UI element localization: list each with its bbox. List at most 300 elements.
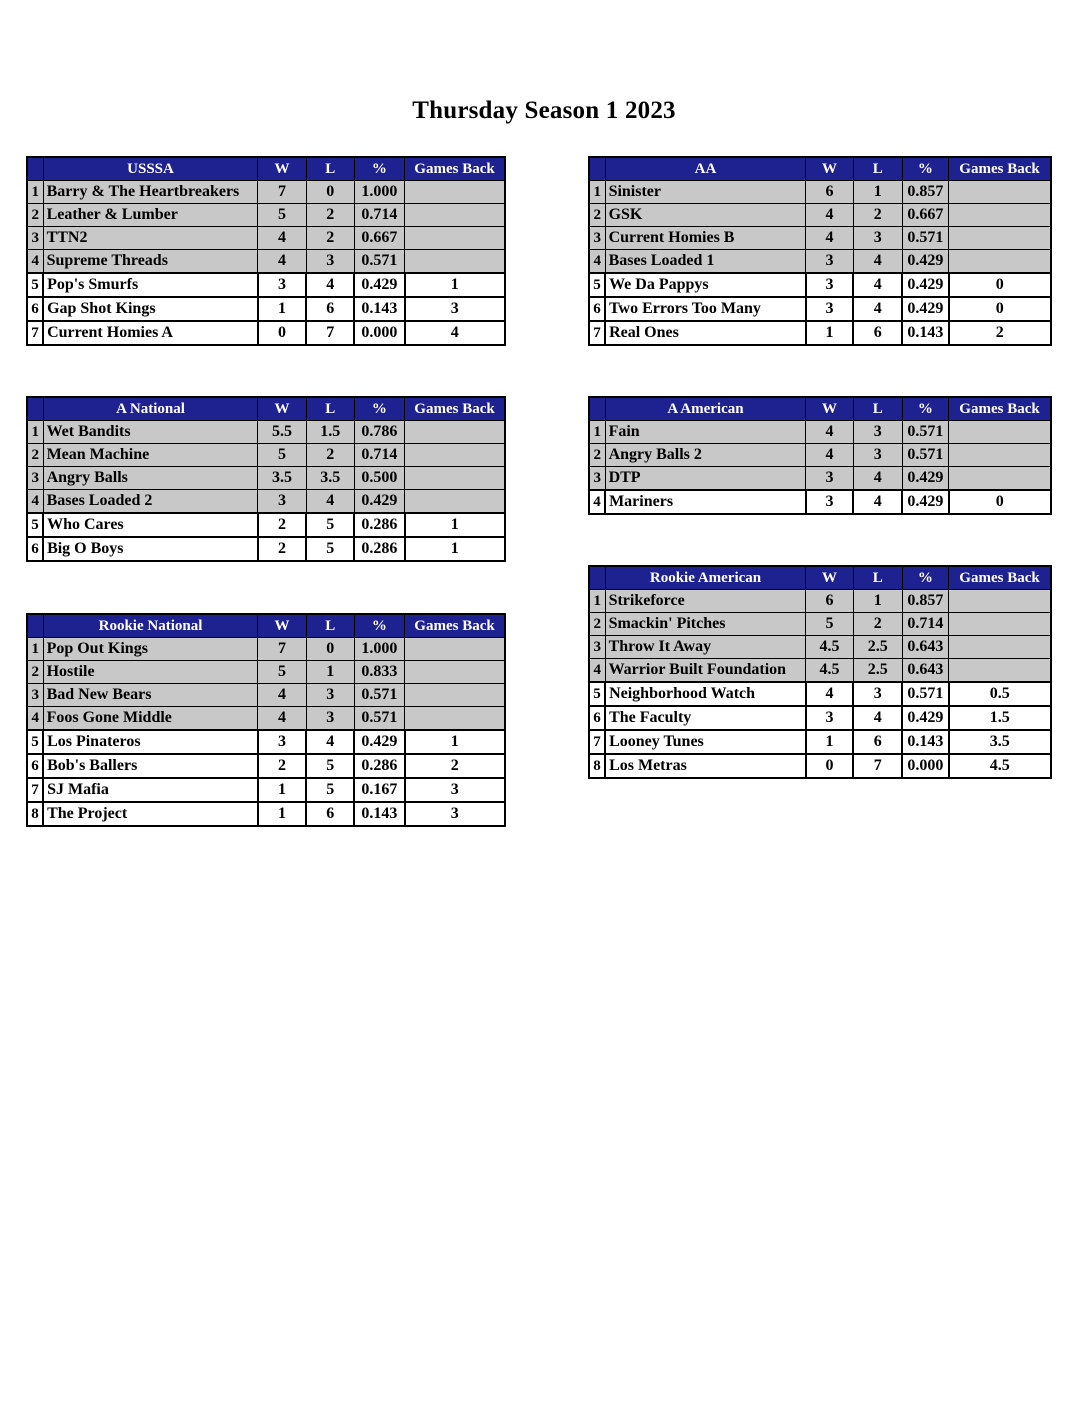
pct-column-header: % xyxy=(354,614,404,638)
pct-cell: 0.429 xyxy=(902,490,948,514)
team-row xyxy=(27,778,505,802)
losses-cell: 1.5 xyxy=(306,421,354,444)
header-row xyxy=(27,614,505,638)
games-back-cell xyxy=(405,684,505,707)
league-name-header: USSSA xyxy=(43,157,258,181)
wins-cell: 1 xyxy=(258,778,306,802)
losses-cell: 0 xyxy=(306,181,354,204)
team-row xyxy=(27,707,505,731)
pct-cell: 0.286 xyxy=(354,754,404,778)
rank-cell: 1 xyxy=(27,421,43,444)
wins-cell: 0 xyxy=(258,321,306,345)
wins-cell: 7 xyxy=(258,638,306,661)
team-row xyxy=(589,273,1051,297)
losses-cell: 5 xyxy=(306,537,354,561)
losses-cell: 0 xyxy=(306,638,354,661)
games-back-cell: 3 xyxy=(405,778,505,802)
games-back-cell xyxy=(405,421,505,444)
team-row xyxy=(589,181,1051,204)
wins-cell: 2 xyxy=(258,754,306,778)
league-name-header: Rookie American xyxy=(605,566,806,590)
losses-cell: 2 xyxy=(853,613,902,636)
team-name-cell: TTN2 xyxy=(43,227,258,250)
team-name-cell: Leather & Lumber xyxy=(43,204,258,227)
team-row xyxy=(27,321,505,345)
wins-column-header: W xyxy=(258,157,306,181)
team-name-cell: Warrior Built Foundation xyxy=(605,659,806,683)
games-back-cell: 3 xyxy=(405,802,505,826)
pct-cell: 0.667 xyxy=(354,227,404,250)
games-back-cell xyxy=(949,613,1051,636)
standings-table-a-american xyxy=(588,396,1052,515)
rank-cell: 6 xyxy=(27,754,43,778)
wins-column-header: W xyxy=(806,566,853,590)
wins-cell: 2 xyxy=(258,513,306,537)
wins-column-header: W xyxy=(258,614,306,638)
team-row xyxy=(27,754,505,778)
games-back-column-header: Games Back xyxy=(949,157,1051,181)
rank-cell: 6 xyxy=(589,297,605,321)
games-back-cell: 1 xyxy=(405,273,505,297)
losses-cell: 4 xyxy=(853,297,902,321)
games-back-cell xyxy=(949,250,1051,274)
pct-column-header: % xyxy=(902,566,948,590)
team-name-cell: Strikeforce xyxy=(605,590,806,613)
standings-table-rookie-national xyxy=(26,613,506,827)
team-name-cell: Los Metras xyxy=(605,754,806,778)
header-row xyxy=(589,566,1051,590)
pct-cell: 0.571 xyxy=(354,250,404,274)
team-row xyxy=(27,227,505,250)
league-name-header: A National xyxy=(43,397,258,421)
wins-cell: 4 xyxy=(806,204,853,227)
wins-cell: 4 xyxy=(258,707,306,731)
wins-cell: 1 xyxy=(258,802,306,826)
rank-cell: 5 xyxy=(589,682,605,706)
wins-cell: 6 xyxy=(806,590,853,613)
games-back-column-header: Games Back xyxy=(405,157,505,181)
rank-cell: 7 xyxy=(589,321,605,345)
team-row xyxy=(27,250,505,274)
team-name-cell: Angry Balls 2 xyxy=(605,444,806,467)
games-back-cell: 1 xyxy=(405,513,505,537)
team-name-cell: Looney Tunes xyxy=(605,730,806,754)
pct-cell: 0.429 xyxy=(902,706,948,730)
team-row xyxy=(589,636,1051,659)
rank-column-header xyxy=(589,397,605,421)
pct-cell: 0.714 xyxy=(354,444,404,467)
league-name-header: Rookie National xyxy=(43,614,258,638)
losses-column-header: L xyxy=(853,157,902,181)
team-row xyxy=(589,297,1051,321)
pct-cell: 0.429 xyxy=(354,490,404,514)
wins-cell: 3 xyxy=(258,490,306,514)
games-back-cell xyxy=(405,490,505,514)
team-name-cell: GSK xyxy=(605,204,806,227)
wins-cell: 5.5 xyxy=(258,421,306,444)
team-row xyxy=(27,490,505,514)
team-name-cell: The Project xyxy=(43,802,258,826)
losses-column-header: L xyxy=(306,397,354,421)
wins-cell: 7 xyxy=(258,181,306,204)
losses-cell: 5 xyxy=(306,778,354,802)
pct-cell: 0.571 xyxy=(354,684,404,707)
losses-cell: 3 xyxy=(306,250,354,274)
rank-cell: 5 xyxy=(27,513,43,537)
pct-column-header: % xyxy=(902,397,948,421)
games-back-cell: 1 xyxy=(405,730,505,754)
games-back-cell xyxy=(949,421,1051,444)
team-row xyxy=(589,467,1051,491)
header-row xyxy=(589,157,1051,181)
games-back-column-header: Games Back xyxy=(405,397,505,421)
wins-cell: 5 xyxy=(806,613,853,636)
rank-cell: 4 xyxy=(27,707,43,731)
losses-cell: 4 xyxy=(853,490,902,514)
rank-cell: 7 xyxy=(27,321,43,345)
team-name-cell: Supreme Threads xyxy=(43,250,258,274)
pct-cell: 0.571 xyxy=(902,682,948,706)
team-name-cell: Current Homies B xyxy=(605,227,806,250)
pct-cell: 0.833 xyxy=(354,661,404,684)
games-back-cell: 0.5 xyxy=(949,682,1051,706)
rank-cell: 3 xyxy=(27,467,43,490)
games-back-cell: 0 xyxy=(949,273,1051,297)
rank-cell: 4 xyxy=(27,250,43,274)
games-back-column-header: Games Back xyxy=(405,614,505,638)
team-row xyxy=(27,537,505,561)
losses-cell: 4 xyxy=(853,250,902,274)
rank-cell: 8 xyxy=(27,802,43,826)
pct-column-header: % xyxy=(354,157,404,181)
team-row xyxy=(589,754,1051,778)
losses-column-header: L xyxy=(853,566,902,590)
rank-cell: 2 xyxy=(589,444,605,467)
losses-cell: 6 xyxy=(306,297,354,321)
team-name-cell: We Da Pappys xyxy=(605,273,806,297)
pct-cell: 1.000 xyxy=(354,181,404,204)
pct-cell: 0.571 xyxy=(902,444,948,467)
header-row xyxy=(27,157,505,181)
games-back-cell xyxy=(405,707,505,731)
team-name-cell: Bob's Ballers xyxy=(43,754,258,778)
team-row xyxy=(27,802,505,826)
losses-cell: 7 xyxy=(306,321,354,345)
losses-cell: 3 xyxy=(853,421,902,444)
team-row xyxy=(27,467,505,490)
games-back-cell: 1.5 xyxy=(949,706,1051,730)
rank-cell: 3 xyxy=(589,636,605,659)
wins-cell: 1 xyxy=(806,321,853,345)
team-name-cell: Bad New Bears xyxy=(43,684,258,707)
games-back-cell: 3 xyxy=(405,297,505,321)
games-back-cell xyxy=(949,227,1051,250)
pct-cell: 0.786 xyxy=(354,421,404,444)
wins-cell: 4 xyxy=(258,684,306,707)
team-name-cell: Big O Boys xyxy=(43,537,258,561)
losses-cell: 6 xyxy=(306,802,354,826)
team-row xyxy=(589,444,1051,467)
team-row xyxy=(589,490,1051,514)
rank-cell: 4 xyxy=(589,659,605,683)
team-row xyxy=(589,659,1051,683)
wins-cell: 4.5 xyxy=(806,636,853,659)
rank-cell: 4 xyxy=(589,250,605,274)
pct-column-header: % xyxy=(354,397,404,421)
losses-cell: 2.5 xyxy=(853,636,902,659)
team-name-cell: Who Cares xyxy=(43,513,258,537)
team-name-cell: Barry & The Heartbreakers xyxy=(43,181,258,204)
pct-cell: 0.643 xyxy=(902,659,948,683)
team-name-cell: The Faculty xyxy=(605,706,806,730)
team-row xyxy=(27,444,505,467)
losses-column-header: L xyxy=(306,614,354,638)
team-name-cell: Angry Balls xyxy=(43,467,258,490)
games-back-cell: 3.5 xyxy=(949,730,1051,754)
team-name-cell: Real Ones xyxy=(605,321,806,345)
wins-cell: 3.5 xyxy=(258,467,306,490)
losses-cell: 3 xyxy=(853,227,902,250)
rank-cell: 5 xyxy=(27,273,43,297)
games-back-cell: 2 xyxy=(405,754,505,778)
losses-cell: 6 xyxy=(853,730,902,754)
rank-cell: 7 xyxy=(27,778,43,802)
games-back-cell xyxy=(405,661,505,684)
team-row xyxy=(589,250,1051,274)
rank-cell: 4 xyxy=(27,490,43,514)
games-back-cell xyxy=(405,467,505,490)
wins-cell: 0 xyxy=(806,754,853,778)
pct-cell: 0.429 xyxy=(354,273,404,297)
losses-cell: 4 xyxy=(306,730,354,754)
losses-cell: 3 xyxy=(853,444,902,467)
wins-cell: 3 xyxy=(806,467,853,491)
team-row xyxy=(589,682,1051,706)
wins-cell: 3 xyxy=(806,490,853,514)
wins-cell: 4 xyxy=(258,250,306,274)
team-row xyxy=(589,590,1051,613)
league-name-header: A American xyxy=(605,397,806,421)
rank-cell: 1 xyxy=(27,638,43,661)
pct-cell: 0.429 xyxy=(902,297,948,321)
wins-cell: 1 xyxy=(806,730,853,754)
rank-cell: 6 xyxy=(589,706,605,730)
games-back-cell: 0 xyxy=(949,297,1051,321)
losses-column-header: L xyxy=(853,397,902,421)
standings-table-rookie-american xyxy=(588,565,1052,779)
losses-cell: 6 xyxy=(853,321,902,345)
standings-table-aa xyxy=(588,156,1052,346)
rank-column-header xyxy=(589,566,605,590)
wins-cell: 3 xyxy=(258,273,306,297)
pct-cell: 0.429 xyxy=(354,730,404,754)
team-name-cell: Foos Gone Middle xyxy=(43,707,258,731)
team-name-cell: Current Homies A xyxy=(43,321,258,345)
team-name-cell: Bases Loaded 2 xyxy=(43,490,258,514)
pct-cell: 0.143 xyxy=(354,297,404,321)
losses-cell: 5 xyxy=(306,513,354,537)
team-row xyxy=(589,706,1051,730)
pct-cell: 0.500 xyxy=(354,467,404,490)
team-name-cell: DTP xyxy=(605,467,806,491)
rank-cell: 3 xyxy=(589,227,605,250)
pct-cell: 0.714 xyxy=(902,613,948,636)
wins-cell: 5 xyxy=(258,661,306,684)
team-name-cell: Gap Shot Kings xyxy=(43,297,258,321)
pct-cell: 0.571 xyxy=(902,421,948,444)
wins-cell: 4 xyxy=(806,227,853,250)
pct-cell: 0.143 xyxy=(902,321,948,345)
losses-cell: 1 xyxy=(306,661,354,684)
team-name-cell: Smackin' Pitches xyxy=(605,613,806,636)
team-name-cell: SJ Mafia xyxy=(43,778,258,802)
losses-cell: 3 xyxy=(306,684,354,707)
losses-cell: 2 xyxy=(306,204,354,227)
team-row xyxy=(589,421,1051,444)
games-back-column-header: Games Back xyxy=(949,566,1051,590)
team-name-cell: Throw It Away xyxy=(605,636,806,659)
wins-cell: 4.5 xyxy=(806,659,853,683)
games-back-cell xyxy=(949,636,1051,659)
rank-cell: 4 xyxy=(589,490,605,514)
games-back-cell xyxy=(949,467,1051,491)
pct-cell: 0.143 xyxy=(354,802,404,826)
rank-cell: 2 xyxy=(27,661,43,684)
wins-cell: 3 xyxy=(806,250,853,274)
team-row xyxy=(27,204,505,227)
team-row xyxy=(589,204,1051,227)
losses-cell: 5 xyxy=(306,754,354,778)
losses-cell: 2 xyxy=(853,204,902,227)
games-back-cell xyxy=(949,181,1051,204)
team-row xyxy=(27,730,505,754)
wins-column-header: W xyxy=(258,397,306,421)
team-name-cell: Pop's Smurfs xyxy=(43,273,258,297)
team-row xyxy=(27,181,505,204)
losses-cell: 3 xyxy=(853,682,902,706)
losses-cell: 4 xyxy=(853,467,902,491)
page-title: Thursday Season 1 2023 xyxy=(412,97,676,124)
rank-cell: 1 xyxy=(589,181,605,204)
wins-cell: 4 xyxy=(806,444,853,467)
rank-cell: 3 xyxy=(589,467,605,491)
team-row xyxy=(589,321,1051,345)
games-back-cell xyxy=(405,250,505,274)
team-row xyxy=(27,273,505,297)
pct-cell: 0.857 xyxy=(902,590,948,613)
rank-cell: 3 xyxy=(27,227,43,250)
wins-cell: 5 xyxy=(258,444,306,467)
games-back-cell: 2 xyxy=(949,321,1051,345)
pct-cell: 0.429 xyxy=(902,250,948,274)
wins-cell: 3 xyxy=(806,297,853,321)
losses-column-header: L xyxy=(306,157,354,181)
pct-cell: 0.571 xyxy=(902,227,948,250)
rank-cell: 1 xyxy=(589,421,605,444)
team-name-cell: Pop Out Kings xyxy=(43,638,258,661)
wins-cell: 2 xyxy=(258,537,306,561)
rank-cell: 8 xyxy=(589,754,605,778)
standings-table-usssa xyxy=(26,156,506,346)
pct-cell: 0.143 xyxy=(902,730,948,754)
pct-cell: 0.286 xyxy=(354,537,404,561)
team-name-cell: Mariners xyxy=(605,490,806,514)
team-row xyxy=(589,730,1051,754)
team-row xyxy=(27,684,505,707)
games-back-cell: 4 xyxy=(405,321,505,345)
rank-cell: 2 xyxy=(589,204,605,227)
games-back-cell xyxy=(405,638,505,661)
rank-cell: 2 xyxy=(27,444,43,467)
games-back-cell xyxy=(949,204,1051,227)
team-row xyxy=(27,421,505,444)
team-name-cell: Two Errors Too Many xyxy=(605,297,806,321)
games-back-cell: 4.5 xyxy=(949,754,1051,778)
team-name-cell: Wet Bandits xyxy=(43,421,258,444)
team-name-cell: Fain xyxy=(605,421,806,444)
rank-column-header xyxy=(27,397,43,421)
pct-cell: 0.286 xyxy=(354,513,404,537)
pct-cell: 0.667 xyxy=(902,204,948,227)
pct-cell: 0.000 xyxy=(354,321,404,345)
losses-cell: 1 xyxy=(853,181,902,204)
team-row xyxy=(589,613,1051,636)
team-row xyxy=(27,297,505,321)
team-row xyxy=(27,661,505,684)
team-name-cell: Los Pinateros xyxy=(43,730,258,754)
wins-column-header: W xyxy=(806,397,853,421)
losses-cell: 3 xyxy=(306,707,354,731)
rank-cell: 2 xyxy=(589,613,605,636)
losses-cell: 4 xyxy=(853,706,902,730)
rank-cell: 2 xyxy=(27,204,43,227)
team-name-cell: Bases Loaded 1 xyxy=(605,250,806,274)
rank-column-header xyxy=(27,157,43,181)
games-back-cell xyxy=(405,444,505,467)
games-back-cell xyxy=(949,590,1051,613)
games-back-column-header: Games Back xyxy=(949,397,1051,421)
rank-cell: 6 xyxy=(27,297,43,321)
pct-cell: 0.167 xyxy=(354,778,404,802)
rank-cell: 5 xyxy=(589,273,605,297)
games-back-cell xyxy=(405,227,505,250)
rank-column-header xyxy=(27,614,43,638)
team-name-cell: Mean Machine xyxy=(43,444,258,467)
wins-cell: 3 xyxy=(258,730,306,754)
rank-column-header xyxy=(589,157,605,181)
wins-cell: 4 xyxy=(258,227,306,250)
standings-table-a-national xyxy=(26,396,506,562)
pct-cell: 0.571 xyxy=(354,707,404,731)
pct-cell: 0.857 xyxy=(902,181,948,204)
wins-cell: 4 xyxy=(806,421,853,444)
wins-cell: 5 xyxy=(258,204,306,227)
team-row xyxy=(589,227,1051,250)
games-back-cell: 1 xyxy=(405,537,505,561)
wins-cell: 1 xyxy=(258,297,306,321)
games-back-cell xyxy=(405,204,505,227)
games-back-cell xyxy=(949,659,1051,683)
rank-cell: 1 xyxy=(27,181,43,204)
rank-cell: 7 xyxy=(589,730,605,754)
rank-cell: 1 xyxy=(589,590,605,613)
team-name-cell: Neighborhood Watch xyxy=(605,682,806,706)
games-back-cell xyxy=(949,444,1051,467)
league-name-header: AA xyxy=(605,157,806,181)
header-row xyxy=(27,397,505,421)
pct-cell: 0.429 xyxy=(902,273,948,297)
losses-cell: 1 xyxy=(853,590,902,613)
